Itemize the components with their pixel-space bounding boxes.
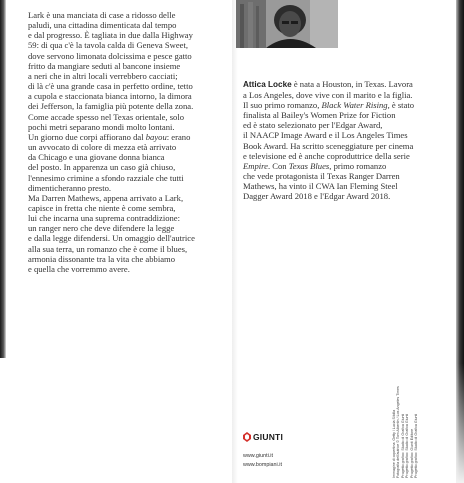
synopsis-line: un avvocato di colore di mezza età arrivato bbox=[28, 142, 177, 153]
synopsis-line: paludi, una cittadina dimenticata dal tempo bbox=[28, 20, 177, 31]
synopsis-line: Come accade spesso nel Texas orientale, solo bbox=[28, 111, 185, 122]
synopsis-line: fritto da mangiare seduti al bancone insieme bbox=[28, 60, 181, 71]
credit-line: Fotografia dell'autrice © Tom Albertin / Los Angeles Times bbox=[396, 386, 401, 478]
bio-line: Empire. Con Texas Blues, primo romanzo bbox=[243, 160, 387, 171]
synopsis-line: dei Jefferson, la famiglia più potente della zona. bbox=[28, 101, 194, 112]
page-gutter bbox=[232, 0, 238, 483]
credit-line: Progetto grafico: Studio di Grafica Giunti bbox=[414, 413, 419, 478]
synopsis-line: e quella che vorremmo avere. bbox=[28, 263, 130, 274]
synopsis-line: alla sua terra, un romanzo che è come il blues, bbox=[28, 243, 188, 254]
synopsis-line: armonia dissonante tra la vita che abbiamo bbox=[28, 253, 175, 264]
synopsis-line: l'ennesimo crimine a sfondo razziale che tutti bbox=[28, 172, 184, 183]
synopsis-line: di là c'è una grande casa in perfetto ordine, tetto bbox=[28, 81, 193, 92]
synopsis-line: a cupola e staccionata bianca intorno, la dimora bbox=[28, 91, 192, 102]
bio-line: Mathews, ha vinto il CWA Ian Fleming Steel bbox=[243, 180, 398, 191]
credit-line: Progetto grafico: Giunti Editore bbox=[409, 428, 414, 478]
giunti-logo-icon bbox=[243, 432, 251, 442]
bio-first-line bbox=[243, 79, 439, 90]
synopsis-line: Un giorno due corpi affiorano dal bayou: erano bbox=[28, 131, 191, 142]
url-giunti-link[interactable]: www.giunti.it bbox=[243, 453, 273, 459]
bio-line: il NAACP Image Award e il Los Angeles Times bbox=[243, 130, 408, 141]
bio-line: finalista al Bailey's Women Prize for Fiction bbox=[243, 110, 396, 121]
cover-credits-rotated bbox=[392, 360, 418, 478]
credit-line: Progetto grafico: Studio di Grafica Giunti bbox=[405, 413, 410, 478]
bio-line: Dagger Award 2018 e l'Edgar Award 2018. bbox=[243, 191, 391, 202]
synopsis-line: Lark è una manciata di case a ridosso delle bbox=[28, 10, 176, 20]
author-photo bbox=[236, 0, 338, 48]
bio-line: Book Award. Ha scritto sceneggiature per cinema bbox=[243, 140, 414, 151]
synopsis-text bbox=[28, 10, 224, 274]
synopsis-line: da Chicago e una giovane donna bianca bbox=[28, 152, 165, 163]
synopsis-line: e dalla legge difendersi. Un omaggio dell'autrice bbox=[28, 233, 195, 244]
synopsis-line: 59: di qua c'è la tavola calda di Geneva Sweet, bbox=[28, 40, 188, 51]
credit-line: Immagine di copertina: Getty / Lucia Sibilla bbox=[392, 409, 396, 478]
synopsis-line: capisce in fretta che niente è come sembra, bbox=[28, 202, 176, 213]
synopsis-line: un ranger nero che deve difendere la legge bbox=[28, 223, 175, 234]
cover-credits bbox=[392, 360, 462, 478]
synopsis-line: lui che incarna una suprema contraddizione: bbox=[28, 213, 180, 224]
cover-flap-edge bbox=[0, 0, 6, 358]
synopsis-line: dove servono limonata dolcissima e pesce gatto bbox=[28, 50, 192, 61]
author-bio bbox=[243, 79, 439, 201]
synopsis-line: pochi metri separano mondi molto lontani. bbox=[28, 121, 175, 132]
publisher-logo bbox=[243, 431, 283, 443]
publisher-name: GIUNTI bbox=[253, 432, 284, 442]
author-name: Attica Locke bbox=[243, 80, 292, 89]
synopsis-line: e dal progresso. È tagliata in due dalla Highway bbox=[28, 30, 193, 41]
synopsis-line: Ma Darren Mathews, appena arrivato a Lark, bbox=[28, 192, 184, 203]
bio-line: ed è stato selezionato per l'Edgar Award, bbox=[243, 120, 383, 131]
synopsis-line: del posto. In apparenza un caso già chiuso, bbox=[28, 162, 176, 173]
credit-line: Progetto grafico: Studio di Grafica Giunti bbox=[400, 413, 405, 478]
synopsis-line: dimenticheranno presto. bbox=[28, 182, 112, 193]
url-bompiani-link[interactable]: www.bompiani.it bbox=[243, 462, 282, 469]
bio-line: che vede protagonista il Texas Ranger Darren bbox=[243, 170, 400, 181]
author-portrait-image bbox=[236, 0, 338, 48]
bio-line: è nata a Houston, in Texas. Lavora bbox=[291, 79, 413, 89]
bio-line: Il suo primo romanzo, Black Water Rising, è stato bbox=[243, 100, 415, 111]
bio-line: e televisione ed è anche coproduttrice della serie bbox=[243, 150, 410, 161]
publisher-urls bbox=[243, 452, 282, 470]
bio-line: a Los Angeles, dove vive con il marito e la figlia. bbox=[243, 90, 413, 101]
synopsis-line: a neri che in altri locali verrebbero cacciati; bbox=[28, 70, 178, 81]
